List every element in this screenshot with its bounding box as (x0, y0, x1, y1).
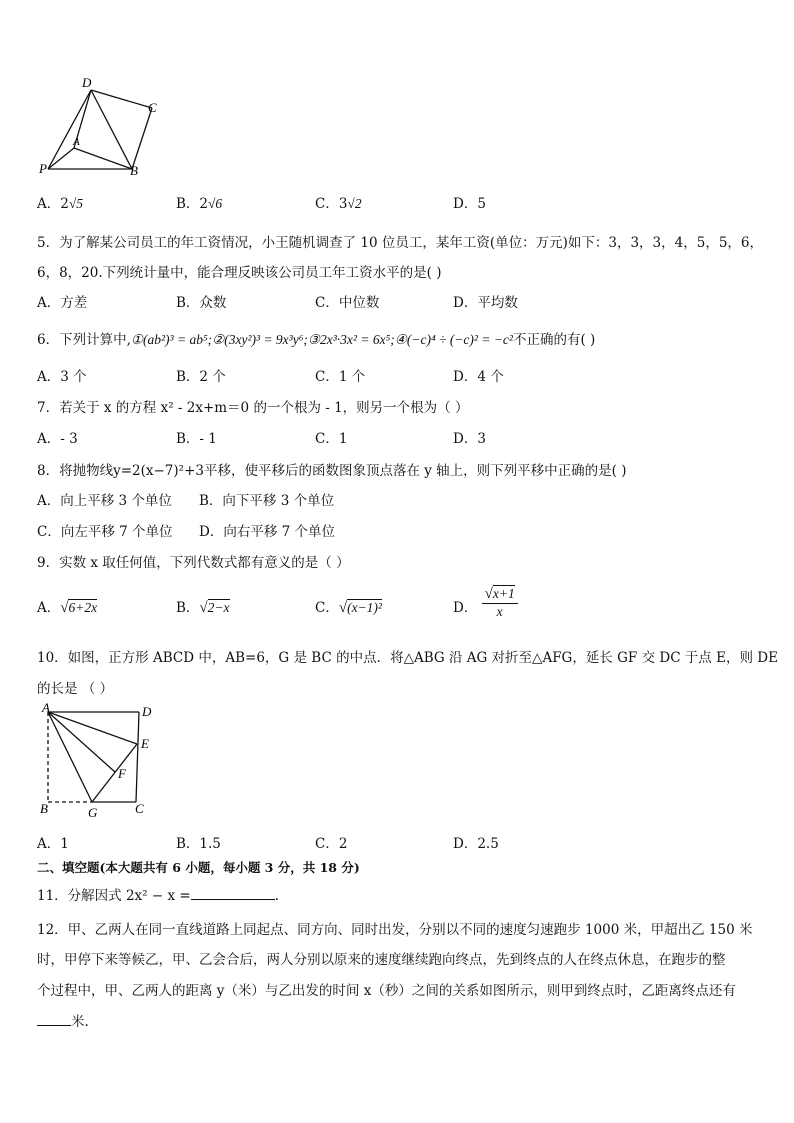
q6-option-d: D．4 个 (453, 369, 504, 385)
q6-item-4: ④(−c)⁴ ÷ (−c)² = −c² (394, 332, 513, 347)
label-e: E (141, 736, 149, 751)
q12-line-3: 个过程中，甲、乙两人的距离 y（米）与乙出发的时间 x（秒）之间的关系如图所示，则甲到终点时，乙距离终点还有 (37, 983, 736, 999)
q12-line-4: 米. (37, 1010, 89, 1030)
q11-question: 11．分解因式 2x² − x = . (37, 884, 279, 904)
q8-option-b: B．向下平移 3 个单位 (199, 493, 335, 509)
figure-quadrilateral-pabcd (34, 74, 164, 180)
q5-option-a: A．方差 (37, 295, 88, 311)
q7-option-d: D．3 (453, 431, 486, 447)
label-d: D (82, 75, 92, 90)
q8-option-d: D．向右平移 7 个单位 (199, 524, 335, 540)
q6-suffix: 不正确的有( ) (512, 332, 596, 348)
q11-answer-blank[interactable] (191, 885, 275, 900)
q8-option-c: C．向左平移 7 个单位 (37, 524, 173, 540)
q10-option-d: D．2.5 (453, 836, 499, 852)
q6-option-a: A．3 个 (37, 369, 87, 385)
label-g: G (88, 805, 98, 820)
q9-option-b: B．√2−x (176, 600, 230, 616)
q12-line-2: 时，甲停下来等候乙，甲、乙会合后，两人分别以原来的速度继续跑向终点，先到终点的人在终点休息，在跑步的整 (37, 952, 726, 968)
q7-option-b: B．- 1 (176, 431, 217, 447)
q6-item-3: ③2x³·3x² = 6x⁵; (307, 332, 395, 347)
q5-line-1: 5．为了解某公司员工的年工资情况，小王随机调查了 10 位员工，某年工资(单位：万元)如下：3，3，3，4，5，5，6， (37, 235, 764, 251)
q5-option-d: D．平均数 (453, 295, 518, 311)
label-c: C (148, 100, 157, 115)
q10-line-1: 10．如图，正方形 ABCD 中，AB=6，G 是 BC 的中点．将△ABG 沿 AG 对折至△AFG，延长 GF 交 DC 于点 E，则 DE (37, 650, 778, 666)
q4-option-d: D．5 (453, 196, 486, 212)
section-2-title: 二、填空题(本大题共有 6 小题，每小题 3 分，共 18 分) (37, 860, 360, 875)
q4-option-a: A．2√5 (37, 196, 84, 212)
q6-item-1: ①(ab²)³ = ab⁵; (130, 332, 213, 347)
q7-option-a: A．- 3 (37, 431, 78, 447)
q9-option-d: D． $\frac{√x+1}{x}$ (453, 586, 518, 620)
label-d: D (142, 704, 152, 719)
q9-option-c: C．√(x−1)² (315, 600, 382, 616)
q6-prefix: 6．下列计算中, (37, 332, 131, 348)
q12-answer-blank[interactable] (37, 1011, 71, 1026)
q4-option-b: B．2√6 (176, 196, 223, 212)
q10-line-2: 的长是 （ ） (37, 681, 114, 697)
label-c: C (135, 801, 144, 816)
label-p: P (39, 161, 47, 176)
label-b: B (130, 163, 138, 178)
q6-option-c: C．1 个 (315, 369, 366, 385)
q12-line-1: 12．甲、乙两人在同一直线道路上同起点、同方向、同时出发，分别以不同的速度匀速跑步 1000 米，甲超出乙 150 米 (37, 922, 753, 938)
q6-item-2: ②(3xy²)³ = 9x³y⁶; (212, 332, 308, 347)
q7-option-c: C．1 (315, 431, 348, 447)
q5-option-c: C．中位数 (315, 295, 380, 311)
q8-question: 8．将抛物线y=2(x−7)²+3平移，使平移后的函数图象顶点落在 y 轴上，则下列平移中正确的是( ) (37, 463, 627, 479)
q5-line-2: 6，8，20.下列统计量中，能合理反映该公司员工年工资水平的是( ) (37, 265, 442, 281)
q9-question: 9．实数 x 取任何值，下列代数式都有意义的是（ ） (37, 555, 350, 571)
q7-question: 7．若关于 x 的方程 x² - 2x+m＝0 的一个根为 - 1，则另一个根为（ ） (37, 400, 469, 416)
label-b: B (40, 801, 48, 816)
q9-option-a: A．√6+2x (37, 600, 98, 616)
q5-option-b: B．众数 (176, 295, 227, 311)
figure-square-abcd (34, 700, 160, 820)
q10-option-a: A．1 (37, 836, 69, 852)
q6-question (37, 328, 595, 348)
q4-option-c: C．3√2 (315, 196, 362, 212)
label-a: A (73, 136, 80, 148)
q10-option-c: C．2 (315, 836, 348, 852)
q10-option-b: B．1.5 (176, 836, 221, 852)
label-f: F (118, 766, 126, 781)
q8-option-a: A．向上平移 3 个单位 (37, 493, 172, 509)
label-a: A (42, 700, 50, 715)
q6-option-b: B．2 个 (176, 369, 226, 385)
